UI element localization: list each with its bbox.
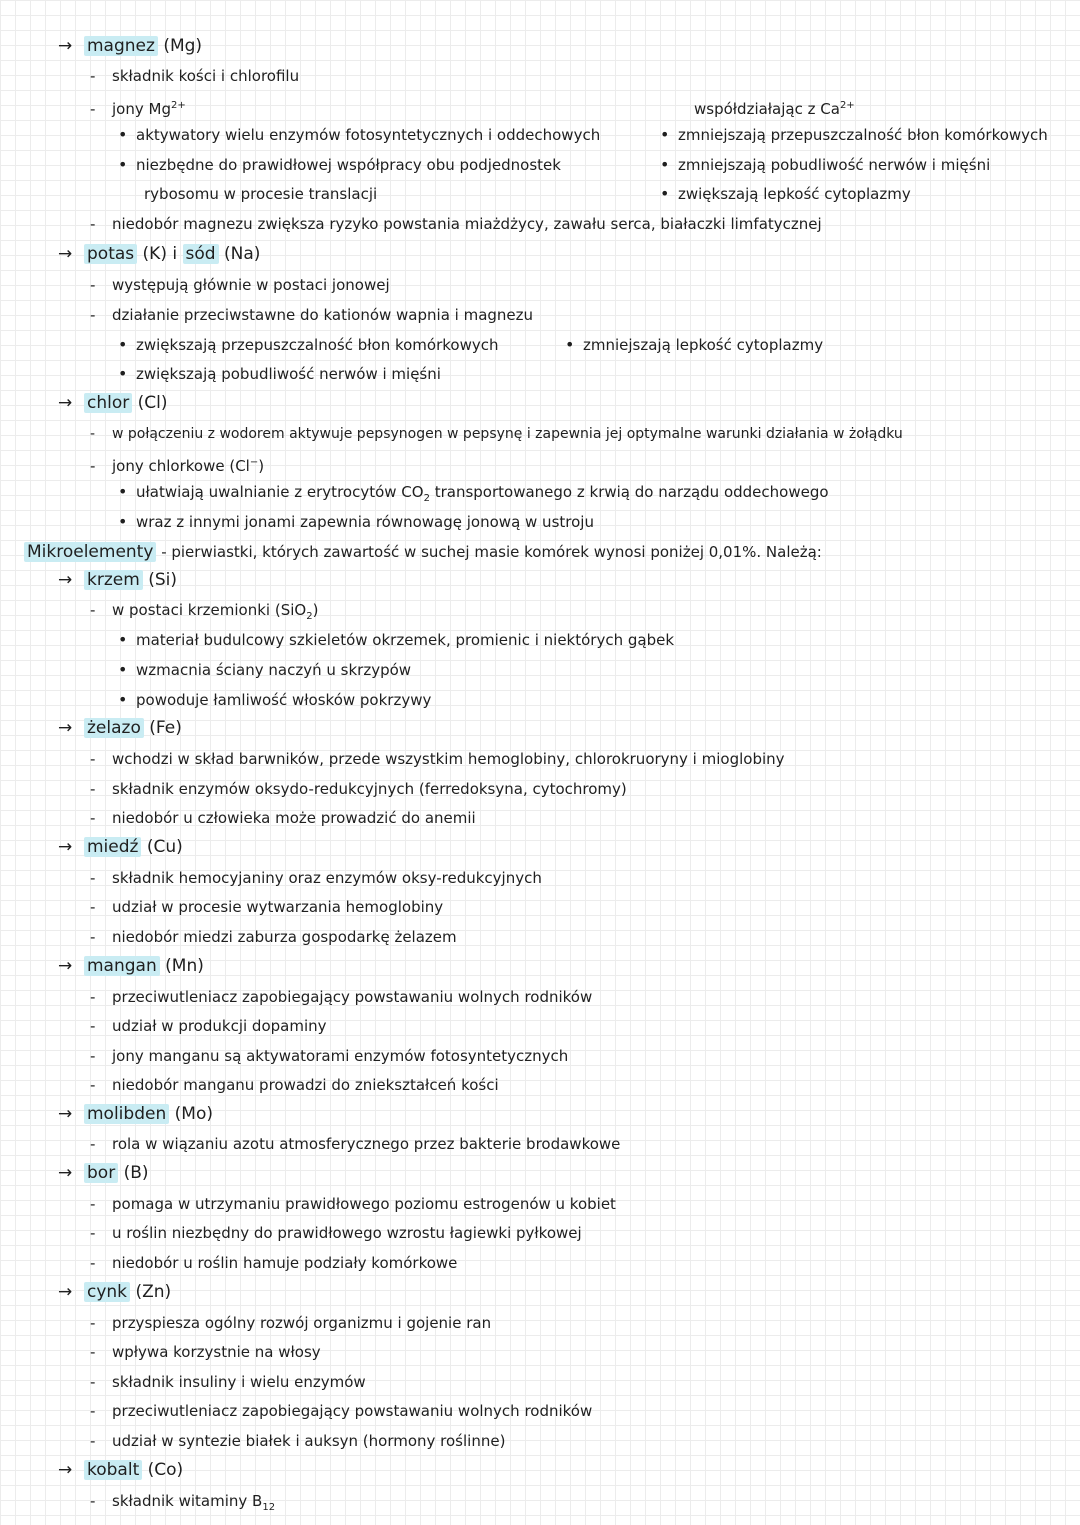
side-bullet: • zmniejszają pobudliwość nerwów i mięśni <box>660 155 991 174</box>
list-item: - niedobór magnezu zwiększa ryzyko powstania miażdżycy, zawału serca, białaczki limfatycznej <box>90 215 822 233</box>
list-item: - składnik insuliny i wielu enzymów <box>90 1373 366 1391</box>
arrow-icon: → <box>58 244 73 264</box>
list-item: - udział w procesie wytwarzania hemoglobiny <box>90 898 444 916</box>
side-heading: współdziałając z $Ca^{2+}$ <box>694 100 855 118</box>
heading-krzem: → krzem (Si) <box>58 570 177 590</box>
bullet-item: • aktywatory wielu enzymów fotosyntetycznych i oddechowych <box>118 125 601 144</box>
bullet-item: • powoduje łamliwość włosków pokrzywy <box>118 690 432 709</box>
heading-chlor: → chlor (Cl) <box>58 393 168 413</box>
arrow-icon: → <box>58 837 73 857</box>
arrow-icon: → <box>58 956 73 976</box>
definition-mikroelementy: Mikroelementy - pierwiastki, których zawartość w suchej masie komórek wynosi poniżej 0,01%. Należą: <box>24 542 822 562</box>
heading-miedz: → miedź (Cu) <box>58 837 183 857</box>
side-bullet: • zwiększają lepkość cytoplazmy <box>660 184 911 203</box>
arrow-icon: → <box>58 718 73 738</box>
list-item: - wpływa korzystnie na włosy <box>90 1343 321 1361</box>
list-item: - działanie przeciwstawne do kationów wapnia i magnezu <box>90 306 534 324</box>
list-item: - składnik enzymów oksydo-redukcyjnych (ferredoksyna, cytochromy) <box>90 780 627 798</box>
arrow-icon: → <box>58 1163 73 1183</box>
list-item: - udział w syntezie białek i auksyn (hormony roślinne) <box>90 1432 506 1450</box>
bullet-continuation: rybosomu w procesie translacji <box>144 185 378 203</box>
arrow-icon: → <box>58 570 73 590</box>
list-item: - składnik kości i chlorofilu <box>90 67 300 85</box>
heading-magnez <box>58 36 202 56</box>
list-item: - wchodzi w skład barwników, przede wszystkim hemoglobiny, chlorokruoryny i mioglobiny <box>90 750 785 768</box>
element-name: magnez <box>84 36 158 56</box>
list-item: - pomaga w utrzymaniu prawidłowego poziomu estrogenów u kobiet <box>90 1195 616 1213</box>
heading-kobalt: → kobalt (Co) <box>58 1460 184 1480</box>
list-item: - rola w wiązaniu azotu atmosferycznego przez bakterie brodawkowe <box>90 1135 621 1153</box>
element-symbol: (Mg) <box>163 36 203 56</box>
side-bullet: • zmniejszają lepkość cytoplazmy <box>565 335 824 354</box>
heading-zelazo: → żelazo (Fe) <box>58 718 182 738</box>
list-item: - jony $Mg^{2+}$ <box>90 100 186 118</box>
list-item: - niedobór manganu prowadzi do zniekształceń kości <box>90 1076 499 1094</box>
heading-mangan: → mangan (Mn) <box>58 956 204 976</box>
list-item: - udział w produkcji dopaminy <box>90 1017 327 1035</box>
arrow-icon: → <box>58 36 73 56</box>
list-item: - niedobór miedzi zaburza gospodarkę żelazem <box>90 928 457 946</box>
heading-potas-sod: → potas (K) i sód (Na) <box>58 244 261 264</box>
list-item: - składnik witaminy $B_{12}$ <box>90 1492 276 1513</box>
list-item: - przyspiesza ogólny rozwój organizmu i gojenie ran <box>90 1314 492 1332</box>
list-item: - składnik hemocyjaniny oraz enzymów oksy-redukcyjnych <box>90 869 542 887</box>
heading-molibden: → molibden (Mo) <box>58 1104 213 1124</box>
bullet-item: • ułatwiają uwalnianie z erytrocytów $CO_2$ transportowanego z krwią do narządu oddechowego <box>118 482 829 504</box>
bullet-item: • zwiększają przepuszczalność błon komórkowych <box>118 335 499 354</box>
bullet-item: • wraz z innymi jonami zapewnia równowagę jonową w ustroju <box>118 512 594 531</box>
list-item: - niedobór u człowieka może prowadzić do anemii <box>90 809 476 827</box>
list-item: - jony manganu są aktywatorami enzymów fotosyntetycznych <box>90 1047 569 1065</box>
list-item: - przeciwutleniacz zapobiegający powstawaniu wolnych rodników <box>90 1402 593 1420</box>
arrow-icon: → <box>58 393 73 413</box>
bullet-item: • niezbędne do prawidłowej współpracy obu podjednostek <box>118 155 561 174</box>
bullet-item: • wzmacnia ściany naczyń u skrzypów <box>118 660 412 679</box>
side-bullet: • zmniejszają przepuszczalność błon komórkowych <box>660 125 1048 144</box>
list-item: - u roślin niezbędny do prawidłowego wzrostu łagiewki pyłkowej <box>90 1224 582 1242</box>
arrow-icon: → <box>58 1104 73 1124</box>
arrow-icon: → <box>58 1282 73 1302</box>
list-item: - występują głównie w postaci jonowej <box>90 276 390 294</box>
list-item: - przeciwutleniacz zapobiegający powstawaniu wolnych rodników <box>90 988 593 1006</box>
arrow-icon: → <box>58 1460 73 1480</box>
list-item: - niedobór u roślin hamuje podziały komórkowe <box>90 1254 458 1272</box>
heading-cynk: → cynk (Zn) <box>58 1282 172 1302</box>
heading-bor: → bor (B) <box>58 1163 149 1183</box>
list-item: - w połączeniu z wodorem aktywuje pepsynogen w pepsynę i zapewnia jej optymalne warunki działania w żołądku <box>90 426 903 442</box>
bullet-item: • zwiększają pobudliwość nerwów i mięśni <box>118 364 441 383</box>
list-item: - w postaci krzemionki (SiO$_2$) <box>90 601 319 622</box>
bullet-item: • materiał budulcowy szkieletów okrzemek, promienic i niektórych gąbek <box>118 630 675 649</box>
list-item: - jony chlorkowe (Cl−) <box>90 457 265 475</box>
